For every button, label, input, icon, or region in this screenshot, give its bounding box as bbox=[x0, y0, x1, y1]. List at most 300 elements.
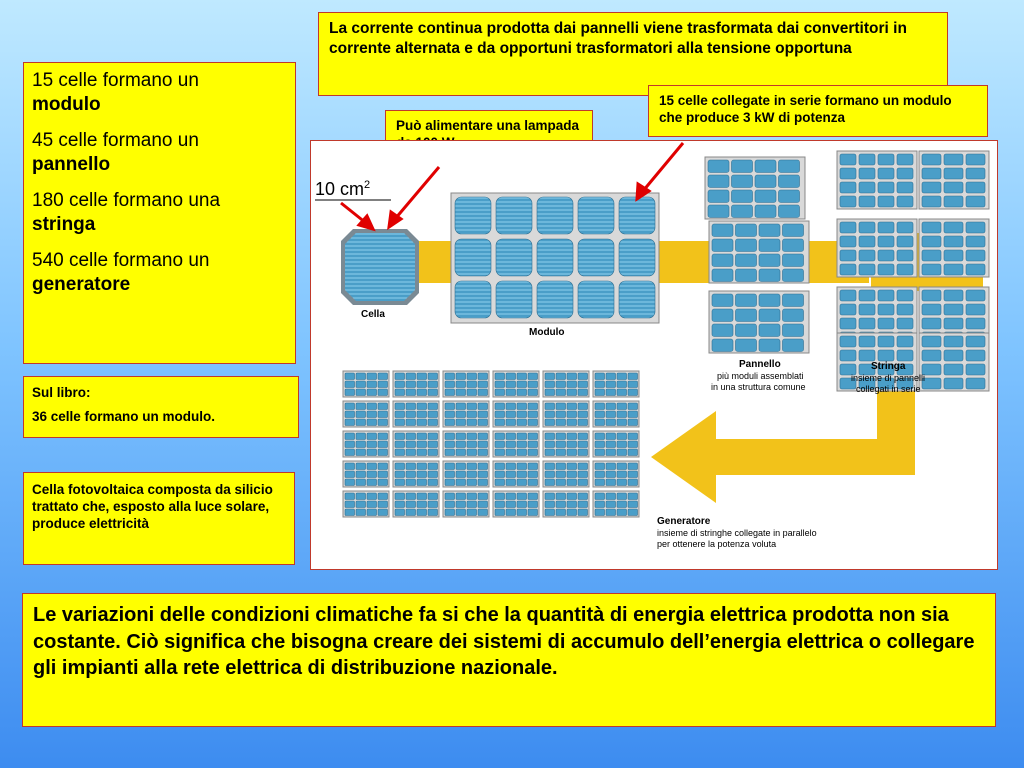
pv-cell bbox=[628, 463, 638, 470]
pv-cell bbox=[367, 471, 377, 478]
pv-cell bbox=[395, 479, 405, 486]
pv-cell bbox=[617, 463, 627, 470]
top-note-text: La corrente continua prodotta dai pannelli viene trasformata dai convertitori in corrente alternata e da opportuni trasformatori alla tensione opportuna bbox=[329, 20, 907, 57]
area-label-exponent: 2 bbox=[364, 179, 371, 191]
pv-cell bbox=[606, 373, 616, 380]
pv-cell bbox=[966, 236, 985, 247]
bottom-note-text: Le variazioni delle condizioni climatiche fa si che la quantità di energia elettrica prodotta non sia costante. Ciò significa che bisogna creare dei sistemi di accumulo dell’energia elettrica o collegare gli impianti alla rete elettrica di distribuzione nazionale. bbox=[33, 604, 975, 679]
pv-cell bbox=[567, 471, 577, 478]
pv-cell bbox=[732, 205, 753, 218]
pv-cell bbox=[708, 205, 729, 218]
pv-cell bbox=[345, 441, 355, 448]
pv-cell bbox=[345, 419, 355, 426]
pv-cell bbox=[456, 441, 466, 448]
pv-cell bbox=[445, 433, 455, 440]
pv-cell bbox=[467, 381, 477, 388]
pv-cell bbox=[467, 509, 477, 516]
pv-cell bbox=[840, 250, 856, 261]
pv-cell bbox=[467, 433, 477, 440]
pv-cell bbox=[495, 419, 505, 426]
pv-cell bbox=[732, 190, 753, 203]
pv-cell bbox=[712, 269, 733, 282]
pv-cell bbox=[755, 175, 776, 188]
pv-cell bbox=[736, 224, 757, 237]
pv-cell bbox=[378, 471, 388, 478]
pv-cell bbox=[628, 389, 638, 396]
pv-cell bbox=[897, 182, 913, 193]
pv-cell bbox=[578, 403, 588, 410]
pv-cell bbox=[606, 471, 616, 478]
pv-cell bbox=[428, 471, 438, 478]
pv-cell bbox=[944, 168, 963, 179]
pv-cell bbox=[467, 471, 477, 478]
pv-cell bbox=[840, 222, 856, 233]
pv-cell bbox=[378, 493, 388, 500]
list-item-term: generatore bbox=[32, 274, 131, 295]
pv-cell bbox=[595, 441, 605, 448]
pv-cell bbox=[506, 411, 516, 418]
pv-cell bbox=[506, 403, 516, 410]
pv-cell bbox=[417, 411, 427, 418]
pv-cell bbox=[712, 239, 733, 252]
pv-cell bbox=[478, 419, 488, 426]
pv-cell bbox=[606, 509, 616, 516]
pv-cell bbox=[428, 403, 438, 410]
pv-cell bbox=[456, 501, 466, 508]
pv-cell bbox=[545, 501, 555, 508]
pv-cell bbox=[712, 309, 733, 322]
pv-cell bbox=[445, 449, 455, 456]
pv-cell bbox=[567, 433, 577, 440]
pv-cell bbox=[944, 154, 963, 165]
pv-cell bbox=[395, 471, 405, 478]
pv-cell bbox=[595, 471, 605, 478]
pv-cell bbox=[456, 449, 466, 456]
pv-cell bbox=[478, 501, 488, 508]
pv-cell bbox=[567, 373, 577, 380]
pannello-subtitle-2: in una struttura comune bbox=[711, 382, 806, 392]
pv-cell bbox=[922, 304, 941, 315]
pv-cell bbox=[617, 411, 627, 418]
pv-cell bbox=[495, 381, 505, 388]
pv-cell bbox=[367, 463, 377, 470]
pv-cell bbox=[840, 304, 856, 315]
pv-cell bbox=[495, 411, 505, 418]
pv-cell bbox=[517, 449, 527, 456]
pv-cell bbox=[367, 433, 377, 440]
pv-cell bbox=[606, 479, 616, 486]
pv-cell bbox=[528, 449, 538, 456]
pv-cell bbox=[736, 294, 757, 307]
pv-cell bbox=[537, 197, 573, 234]
pv-cell bbox=[779, 205, 800, 218]
pv-cell bbox=[356, 403, 366, 410]
pv-cell bbox=[736, 324, 757, 337]
pv-cell bbox=[578, 509, 588, 516]
pv-cell bbox=[897, 250, 913, 261]
pv-cell bbox=[378, 433, 388, 440]
area-label-value: 10 cm bbox=[315, 179, 365, 199]
pv-cell bbox=[417, 471, 427, 478]
pv-cell bbox=[367, 493, 377, 500]
pv-cell bbox=[506, 463, 516, 470]
pv-cell bbox=[496, 197, 532, 234]
pv-cell bbox=[367, 403, 377, 410]
pv-cell bbox=[878, 290, 894, 301]
pv-cell bbox=[966, 182, 985, 193]
pv-cell bbox=[367, 509, 377, 516]
pv-cell bbox=[478, 403, 488, 410]
pannello-subtitle-1: più moduli assemblati bbox=[717, 371, 804, 381]
pv-cell bbox=[966, 318, 985, 329]
pv-cell bbox=[506, 373, 516, 380]
pv-cell bbox=[628, 493, 638, 500]
pv-cell bbox=[545, 509, 555, 516]
pv-cell bbox=[878, 304, 894, 315]
pv-cell bbox=[456, 389, 466, 396]
pv-cell bbox=[859, 264, 875, 275]
pv-cell bbox=[356, 509, 366, 516]
pv-cell bbox=[367, 381, 377, 388]
pv-cell bbox=[755, 190, 776, 203]
list-item-text: 15 celle formano un bbox=[32, 70, 199, 91]
pv-cell bbox=[545, 403, 555, 410]
pv-cell bbox=[840, 154, 856, 165]
pv-cell bbox=[428, 389, 438, 396]
pv-cell bbox=[345, 433, 355, 440]
pv-cell bbox=[783, 269, 804, 282]
pv-cell bbox=[428, 419, 438, 426]
pv-cell bbox=[445, 471, 455, 478]
pv-cell bbox=[456, 479, 466, 486]
pv-cell bbox=[395, 411, 405, 418]
pv-cell bbox=[345, 509, 355, 516]
pv-cell bbox=[467, 441, 477, 448]
pv-cell bbox=[783, 309, 804, 322]
pv-cell bbox=[567, 463, 577, 470]
pv-cell bbox=[922, 250, 941, 261]
list-item-text: 45 celle formano un bbox=[32, 130, 199, 151]
pv-cell bbox=[944, 250, 963, 261]
pv-cell bbox=[456, 411, 466, 418]
pv-cell bbox=[606, 501, 616, 508]
pv-cell bbox=[617, 433, 627, 440]
pv-cell bbox=[897, 336, 913, 347]
pv-cell bbox=[445, 493, 455, 500]
pv-cell bbox=[478, 433, 488, 440]
pv-cell bbox=[617, 403, 627, 410]
pv-cell bbox=[456, 381, 466, 388]
pv-cell bbox=[567, 403, 577, 410]
pv-cell bbox=[456, 419, 466, 426]
pv-cell bbox=[417, 373, 427, 380]
pv-cell bbox=[966, 154, 985, 165]
pv-cell bbox=[496, 239, 532, 276]
pv-cell bbox=[417, 493, 427, 500]
pv-cell bbox=[578, 433, 588, 440]
pv-cell bbox=[732, 160, 753, 173]
pv-cell bbox=[759, 224, 780, 237]
pv-cell bbox=[495, 509, 505, 516]
pv-cell bbox=[478, 381, 488, 388]
pv-cell bbox=[628, 471, 638, 478]
pv-cell bbox=[528, 381, 538, 388]
pv-cell bbox=[395, 441, 405, 448]
pv-cell bbox=[779, 160, 800, 173]
pv-cell bbox=[406, 509, 416, 516]
pv-cell bbox=[859, 222, 875, 233]
pv-cell bbox=[506, 501, 516, 508]
pv-cell bbox=[517, 471, 527, 478]
pv-cell bbox=[922, 196, 941, 207]
pv-cell bbox=[783, 339, 804, 352]
pv-cell bbox=[736, 239, 757, 252]
pv-cell bbox=[606, 411, 616, 418]
pv-cell bbox=[356, 501, 366, 508]
pv-cell bbox=[367, 449, 377, 456]
pv-cell bbox=[378, 463, 388, 470]
pv-cell bbox=[406, 373, 416, 380]
pv-cell bbox=[567, 389, 577, 396]
generatore-subtitle-2: per ottenere la potenza voluta bbox=[657, 539, 777, 549]
pv-cell bbox=[537, 239, 573, 276]
serie-note-box bbox=[648, 85, 988, 137]
pv-cell bbox=[619, 281, 655, 318]
pv-cell bbox=[922, 350, 941, 361]
pv-cell bbox=[966, 168, 985, 179]
cell-count-list bbox=[23, 62, 296, 364]
pv-cell bbox=[356, 471, 366, 478]
pv-cell bbox=[944, 364, 963, 375]
pv-cell bbox=[528, 479, 538, 486]
pv-cell bbox=[367, 479, 377, 486]
pv-cell bbox=[445, 441, 455, 448]
pv-cell bbox=[556, 501, 566, 508]
pv-cell bbox=[428, 509, 438, 516]
pv-cell bbox=[467, 411, 477, 418]
pv-cell bbox=[922, 236, 941, 247]
pv-cell bbox=[606, 433, 616, 440]
pv-cell bbox=[378, 509, 388, 516]
pv-cell bbox=[417, 381, 427, 388]
pv-cell bbox=[840, 350, 856, 361]
pv-cell bbox=[755, 205, 776, 218]
pv-cell bbox=[578, 501, 588, 508]
pv-cell bbox=[428, 463, 438, 470]
pv-cell bbox=[944, 264, 963, 275]
pv-cell bbox=[356, 381, 366, 388]
pv-cell bbox=[567, 419, 577, 426]
pv-cell bbox=[922, 318, 941, 329]
pv-cell bbox=[966, 350, 985, 361]
pv-cell bbox=[406, 463, 416, 470]
pv-cell bbox=[922, 168, 941, 179]
pv-cell bbox=[966, 290, 985, 301]
pv-cell bbox=[455, 281, 491, 318]
generator-grid bbox=[343, 371, 639, 517]
single-cell bbox=[341, 229, 419, 305]
pv-cell bbox=[495, 441, 505, 448]
pv-cell bbox=[478, 411, 488, 418]
stringa-subtitle-1: insieme di pannelli bbox=[851, 373, 926, 383]
pointer-module bbox=[643, 143, 683, 191]
pv-cell bbox=[445, 479, 455, 486]
pv-cell bbox=[545, 463, 555, 470]
pointer-lamp bbox=[395, 167, 439, 219]
pv-cell bbox=[345, 463, 355, 470]
pv-cell bbox=[606, 381, 616, 388]
pv-cell bbox=[628, 411, 638, 418]
pv-cell bbox=[944, 236, 963, 247]
pv-cell bbox=[755, 160, 776, 173]
pv-cell bbox=[467, 449, 477, 456]
pv-cell bbox=[878, 250, 894, 261]
pv-cell bbox=[406, 449, 416, 456]
pv-cell bbox=[783, 239, 804, 252]
stringa-subtitle-2: collegati in serie bbox=[856, 384, 921, 394]
pv-cell bbox=[859, 236, 875, 247]
pv-cell bbox=[712, 339, 733, 352]
book-note-title: Sul libro: bbox=[32, 385, 91, 400]
stringa-title: Stringa bbox=[871, 361, 906, 372]
pv-cell bbox=[345, 411, 355, 418]
pv-cell bbox=[367, 441, 377, 448]
pv-cell bbox=[395, 449, 405, 456]
pv-cell bbox=[345, 403, 355, 410]
pv-cell bbox=[417, 449, 427, 456]
lamp-note-text: Può alimentare una lampada bbox=[396, 118, 580, 133]
list-item-term: stringa bbox=[32, 214, 96, 235]
pv-cell bbox=[478, 463, 488, 470]
pv-cell bbox=[567, 509, 577, 516]
pv-cell bbox=[345, 501, 355, 508]
book-note-box bbox=[23, 376, 299, 438]
pv-cell bbox=[528, 509, 538, 516]
pv-cell bbox=[556, 471, 566, 478]
generatore-subtitle-1: insieme di stringhe collegate in parallelo bbox=[657, 528, 817, 538]
pv-cell bbox=[378, 419, 388, 426]
pv-cell bbox=[545, 389, 555, 396]
pv-cell bbox=[628, 419, 638, 426]
pv-cell bbox=[944, 182, 963, 193]
pv-cell bbox=[356, 389, 366, 396]
pv-cell bbox=[556, 411, 566, 418]
pv-cell bbox=[897, 222, 913, 233]
pv-cell bbox=[506, 449, 516, 456]
pv-cell bbox=[897, 304, 913, 315]
pv-cell bbox=[417, 463, 427, 470]
pv-cell bbox=[736, 269, 757, 282]
bottom-note-box bbox=[22, 593, 996, 727]
pv-cell bbox=[617, 471, 627, 478]
pv-cell bbox=[897, 236, 913, 247]
pv-cell bbox=[628, 509, 638, 516]
pv-cell bbox=[897, 350, 913, 361]
pv-cell bbox=[517, 403, 527, 410]
pv-cell bbox=[467, 373, 477, 380]
pv-cell bbox=[578, 381, 588, 388]
pv-cell bbox=[356, 373, 366, 380]
pv-cell bbox=[495, 463, 505, 470]
pv-cell bbox=[467, 501, 477, 508]
pv-cell bbox=[556, 449, 566, 456]
pv-cell bbox=[779, 190, 800, 203]
pv-cell bbox=[528, 471, 538, 478]
pv-cell bbox=[428, 479, 438, 486]
pv-cell bbox=[595, 411, 605, 418]
pv-cell bbox=[367, 411, 377, 418]
pv-cell bbox=[478, 509, 488, 516]
pv-cell bbox=[628, 479, 638, 486]
pv-cell bbox=[617, 381, 627, 388]
pv-cell bbox=[517, 373, 527, 380]
pv-cell bbox=[495, 449, 505, 456]
pv-cell bbox=[478, 373, 488, 380]
pv-cell bbox=[378, 501, 388, 508]
pv-cell bbox=[428, 501, 438, 508]
pv-cell bbox=[528, 433, 538, 440]
pv-cell bbox=[345, 381, 355, 388]
pv-cell bbox=[595, 373, 605, 380]
pv-cell bbox=[859, 250, 875, 261]
pv-cell bbox=[517, 441, 527, 448]
pv-cell bbox=[628, 501, 638, 508]
pv-cell bbox=[897, 154, 913, 165]
pv-cell bbox=[406, 471, 416, 478]
pv-cell bbox=[617, 479, 627, 486]
pv-cell bbox=[456, 471, 466, 478]
pv-cell bbox=[378, 381, 388, 388]
pv-cell bbox=[759, 269, 780, 282]
pv-cell bbox=[456, 493, 466, 500]
pv-cell bbox=[897, 168, 913, 179]
pv-cell bbox=[378, 373, 388, 380]
pv-cell bbox=[617, 373, 627, 380]
pv-cell bbox=[840, 168, 856, 179]
list-item bbox=[32, 129, 287, 177]
pv-cell bbox=[345, 493, 355, 500]
pv-cell bbox=[517, 419, 527, 426]
pv-cell bbox=[567, 441, 577, 448]
pv-cell bbox=[345, 449, 355, 456]
list-item-term: pannello bbox=[32, 154, 111, 175]
pv-cell bbox=[467, 493, 477, 500]
pv-cell bbox=[367, 419, 377, 426]
pv-cell bbox=[556, 433, 566, 440]
generatore-title: Generatore bbox=[657, 516, 711, 527]
pv-cell bbox=[859, 196, 875, 207]
pv-cell bbox=[578, 239, 614, 276]
pv-cell bbox=[467, 419, 477, 426]
pv-cell bbox=[617, 389, 627, 396]
pv-cell bbox=[545, 493, 555, 500]
pv-cell bbox=[878, 222, 894, 233]
pv-cell bbox=[779, 175, 800, 188]
pv-cell bbox=[859, 168, 875, 179]
pv-cell bbox=[556, 493, 566, 500]
pv-cell bbox=[840, 196, 856, 207]
modulo-label: Modulo bbox=[529, 327, 565, 338]
pv-cell bbox=[840, 236, 856, 247]
pv-cell bbox=[606, 441, 616, 448]
pv-cell bbox=[428, 441, 438, 448]
pv-cell bbox=[456, 463, 466, 470]
pv-cell bbox=[345, 479, 355, 486]
pv-cell bbox=[495, 501, 505, 508]
pv-cell bbox=[495, 493, 505, 500]
cell-surface bbox=[345, 233, 415, 301]
pv-cell bbox=[966, 336, 985, 347]
